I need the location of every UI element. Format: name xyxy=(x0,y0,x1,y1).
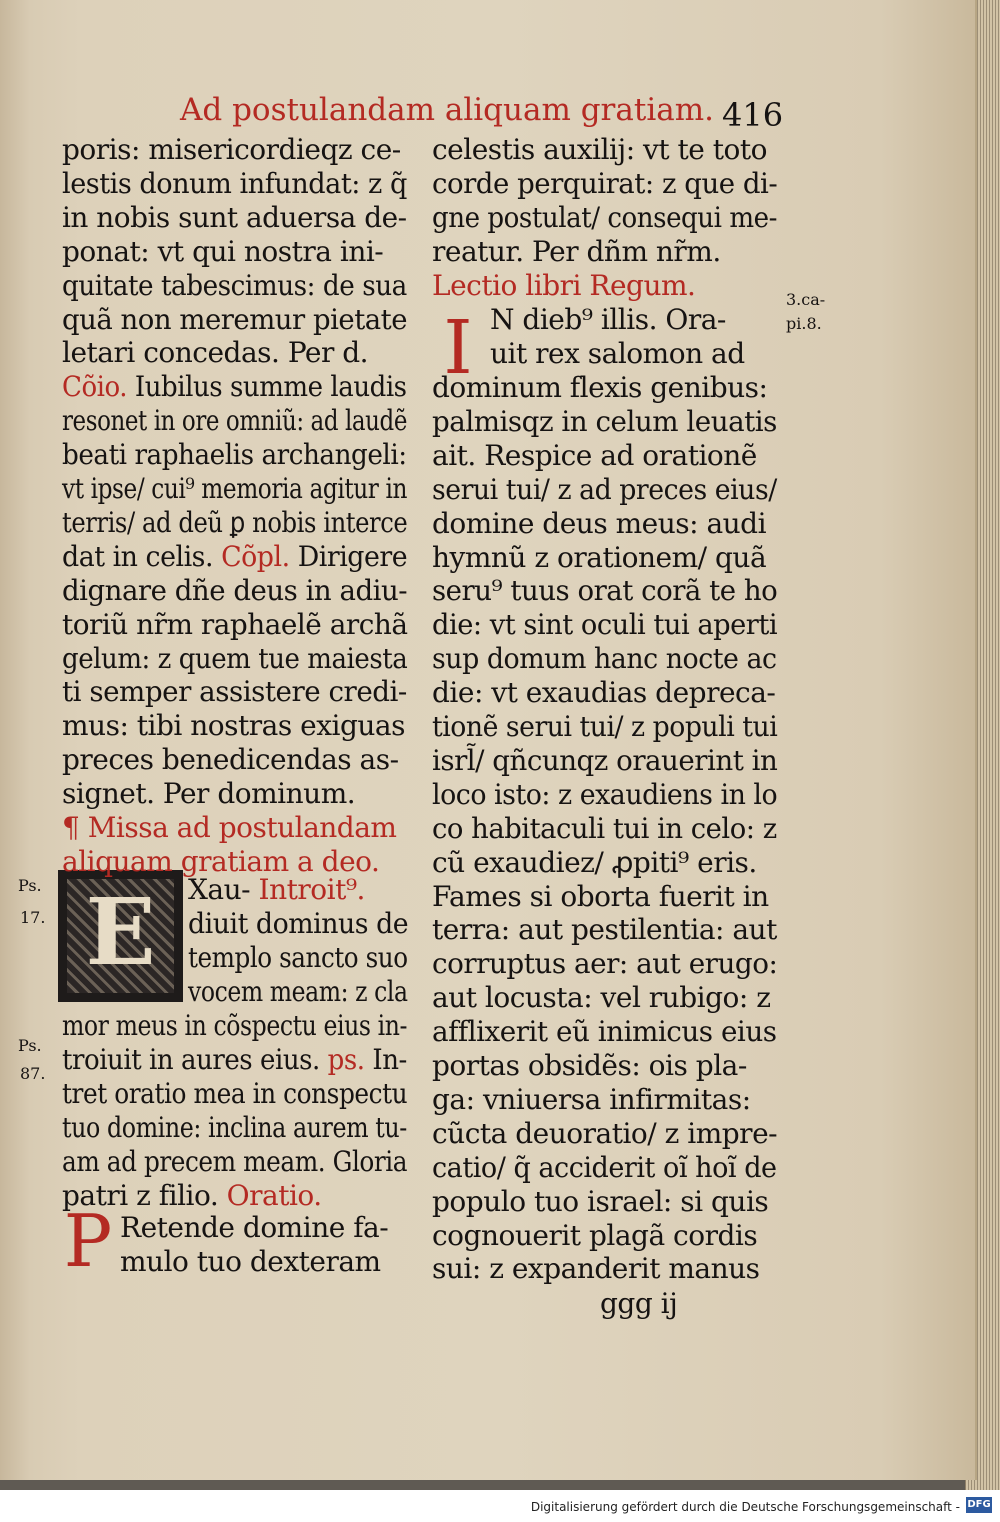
text-line xyxy=(432,200,778,234)
body-text: mor meus in cõspectu eius in- xyxy=(62,1009,408,1042)
margin-note-ps87-2: 87. xyxy=(20,1064,46,1083)
body-text: co habitaculi tui in celo: z xyxy=(432,811,777,845)
body-text: dominum flexis genibus: xyxy=(432,371,768,404)
body-text: patri z filio. xyxy=(62,1178,219,1212)
margin-note-ps17-2: 17. xyxy=(20,908,46,927)
text-line xyxy=(432,1252,760,1286)
text-line xyxy=(62,743,399,777)
body-text: tret oratio mea in conspectu xyxy=(62,1076,408,1110)
body-text: beati raphaelis archangeli: xyxy=(62,438,407,472)
text-line xyxy=(432,1150,777,1184)
text-line xyxy=(432,371,768,404)
body-text: vocem meam: z cla xyxy=(188,974,408,1008)
body-text: portas obsidẽs: ois pla- xyxy=(432,1049,747,1082)
text-line xyxy=(432,133,767,166)
text-line xyxy=(188,873,365,906)
body-text: templo sancto suo xyxy=(188,940,408,974)
text-line xyxy=(62,268,407,302)
body-text: die: vt sint oculi tui aperti xyxy=(432,608,778,642)
body-text: tionẽ serui tui/ z populi tui xyxy=(432,710,778,743)
body-text: hymnũ z orationem/ quã xyxy=(432,540,767,574)
rubric-text: Oratio. xyxy=(218,1178,322,1212)
body-text: dat in celis. xyxy=(62,539,214,573)
text-line xyxy=(62,404,407,438)
body-text: catio/ q̃ acciderit oĩ hoĩ de xyxy=(432,1150,777,1184)
text-line xyxy=(432,472,777,506)
body-text: sui: z expanderit manus xyxy=(432,1252,760,1286)
body-text: sup domum hanc nocte ac xyxy=(432,642,777,676)
text-line xyxy=(432,1116,778,1150)
text-line xyxy=(490,336,745,370)
text-line xyxy=(432,845,757,879)
body-text: terra: aut pestilentia: aut xyxy=(432,913,777,947)
body-text: terris/ ad deũ ꝑ nobis interce xyxy=(62,505,408,539)
text-line xyxy=(62,1144,408,1178)
rubric-text: Lectio libri Regum. xyxy=(432,268,696,302)
text-line xyxy=(432,540,767,574)
text-line xyxy=(62,302,408,336)
margin-note-regum-1: 3.ca- xyxy=(786,290,826,309)
text-line xyxy=(432,913,777,947)
rubric-text: ps. xyxy=(319,1042,365,1076)
body-text: cũ exaudiez/ ꝓpiti⁹ eris. xyxy=(432,845,757,879)
body-text: lestis donum infundat: z q̃ xyxy=(62,166,407,200)
body-text: preces benedicendas as- xyxy=(62,743,399,777)
body-text: corruptus aer: aut erugo: xyxy=(432,947,778,981)
text-line xyxy=(62,370,407,404)
body-text: serui tui/ z ad preces eius/ xyxy=(432,472,777,506)
text-line xyxy=(432,879,769,913)
text-line xyxy=(432,506,767,540)
rubric-text: Introit⁹. xyxy=(250,873,365,906)
text-line xyxy=(62,472,408,505)
text-line xyxy=(432,811,777,845)
body-text: die: vt exaudias depreca- xyxy=(432,676,776,710)
body-text: corde perquirat: z que di- xyxy=(432,166,778,200)
text-line xyxy=(62,539,408,573)
body-text: aut locusta: vel rubigo: z xyxy=(432,981,771,1015)
body-text: resonet in ore omniũ: ad laudẽ xyxy=(62,404,407,438)
text-line xyxy=(120,1244,381,1278)
woodcut-initial-letter: E xyxy=(85,878,156,986)
text-line xyxy=(62,1178,322,1212)
body-text: signet. Per dominum. xyxy=(62,777,356,811)
body-text: gne postulat/ consequi me- xyxy=(432,200,778,234)
body-text: vt ipse/ cui⁹ memoria agitur in xyxy=(62,472,408,505)
rubric-text: ¶ Missa ad postulandam xyxy=(62,811,397,844)
text-line xyxy=(62,709,405,743)
text-line xyxy=(62,641,408,675)
body-text: Fames si oborta fuerit in xyxy=(432,879,769,913)
text-line xyxy=(62,166,407,200)
body-text: domine deus meus: audi xyxy=(432,506,767,540)
text-line xyxy=(62,675,407,709)
initial-letter-oratio: P xyxy=(63,1199,113,1283)
text-line xyxy=(62,607,408,641)
body-text: cũcta deuoratio/ z impre- xyxy=(432,1116,778,1150)
body-text: gelum: z quem tue maiesta xyxy=(62,641,408,675)
text-line xyxy=(432,574,778,608)
text-line xyxy=(62,133,401,166)
body-text: ponat: vt qui nostra ini- xyxy=(62,234,384,268)
body-text: palmisqz in celum leuatis xyxy=(432,404,777,438)
body-text: isrl̃/ qñcunqz orauerint in xyxy=(432,743,778,777)
body-text: populo tuo israel: si quis xyxy=(432,1184,769,1218)
rubric-text: Cõpl. xyxy=(213,539,290,573)
body-text: celestis auxilij: vt te toto xyxy=(432,133,767,166)
text-line xyxy=(62,573,408,607)
page-number: 416 xyxy=(722,96,784,134)
text-line xyxy=(432,1218,758,1252)
text-line xyxy=(62,336,369,370)
text-line xyxy=(62,844,380,878)
text-line xyxy=(432,947,778,981)
footer-credit: Digitalisierung gefördert durch die Deutsche Forschungsgemeinschaft - xyxy=(530,1500,960,1514)
body-text: Dirigere xyxy=(289,539,408,573)
body-text: poris: misericordieqz ce- xyxy=(62,133,401,166)
body-text: letari concedas. Per d. xyxy=(62,336,369,370)
text-line xyxy=(188,940,408,974)
dfg-logo: DFG xyxy=(966,1497,992,1513)
text-line xyxy=(432,1184,769,1218)
text-line xyxy=(432,642,777,676)
body-text: quitate tabescimus: de sua xyxy=(62,268,407,302)
text-line xyxy=(188,974,408,1008)
body-text: diuit dominus de xyxy=(188,906,409,940)
rubric-text: Cõio. xyxy=(62,370,128,404)
body-text: uit rex salomon ad xyxy=(490,336,745,370)
body-text: toriũ nr̃m raphaelẽ archã xyxy=(62,607,408,641)
body-text: dignare dñe deus in adiu- xyxy=(62,573,408,607)
text-line xyxy=(62,811,397,844)
text-line xyxy=(432,608,778,642)
body-text: Retende domine fa- xyxy=(120,1211,389,1244)
body-text: tuo domine: inclina aurem tu- xyxy=(62,1110,407,1144)
text-line xyxy=(432,743,778,777)
text-line xyxy=(432,404,777,438)
margin-note-regum-2: pi.8. xyxy=(786,314,822,333)
rubric-text: aliquam gratiam a deo. xyxy=(62,844,380,878)
body-text: ti semper assistere credi- xyxy=(62,675,407,709)
text-line xyxy=(62,1042,407,1076)
text-line xyxy=(432,1082,751,1116)
body-text: loco isto: z exaudiens in lo xyxy=(432,777,778,811)
body-text: Iubilus summe laudis xyxy=(127,370,407,404)
body-text: cognouerit plagã cordis xyxy=(432,1218,758,1252)
margin-note-ps87-1: Ps. xyxy=(18,1036,42,1055)
body-text: ga: vniuersa infirmitas: xyxy=(432,1082,751,1116)
body-text: afflixerit eũ inimicus eius xyxy=(432,1015,777,1049)
text-line xyxy=(62,200,407,234)
text-line xyxy=(432,1015,777,1049)
running-heading: Ad postulandam aliquam gratiam. xyxy=(180,92,714,128)
text-line xyxy=(62,777,356,811)
woodcut-initial-introit xyxy=(58,870,183,1002)
body-text: quã non meremur pietate xyxy=(62,302,408,336)
body-text: in nobis sunt aduersa de- xyxy=(62,200,407,234)
body-text: In- xyxy=(364,1042,407,1076)
body-text: am ad precem meam. Gloria xyxy=(62,1144,408,1178)
initial-letter-lectio: I xyxy=(443,305,473,391)
text-line xyxy=(432,234,721,268)
text-line xyxy=(120,1211,389,1244)
body-text: seru⁹ tuus orat corã te ho xyxy=(432,574,778,608)
text-line xyxy=(62,1110,407,1144)
text-line xyxy=(432,438,757,472)
text-line xyxy=(432,710,778,743)
body-text: Xau- xyxy=(188,873,251,906)
text-line xyxy=(432,268,696,302)
text-line xyxy=(432,981,771,1015)
body-text: N dieb⁹ illis. Ora- xyxy=(490,303,726,336)
text-line xyxy=(188,906,409,940)
text-line xyxy=(432,166,778,200)
text-line xyxy=(62,505,408,539)
text-line xyxy=(62,1009,408,1042)
text-line xyxy=(62,234,384,268)
margin-note-ps17-1: Ps. xyxy=(18,876,42,895)
body-text: reatur. Per dñm nr̃m. xyxy=(432,234,721,268)
text-line xyxy=(432,777,778,811)
text-line xyxy=(432,676,776,710)
body-text: mus: tibi nostras exiguas xyxy=(62,709,405,743)
body-text: mulo tuo dexteram xyxy=(120,1244,381,1278)
text-line xyxy=(62,438,407,472)
text-line xyxy=(62,1076,408,1110)
signature-mark: ggg ij xyxy=(600,1287,678,1320)
body-text: ait. Respice ad orationẽ xyxy=(432,438,757,472)
body-text: troiuit in aures eius. xyxy=(62,1042,320,1076)
text-line xyxy=(490,303,726,336)
text-line xyxy=(432,1049,747,1082)
